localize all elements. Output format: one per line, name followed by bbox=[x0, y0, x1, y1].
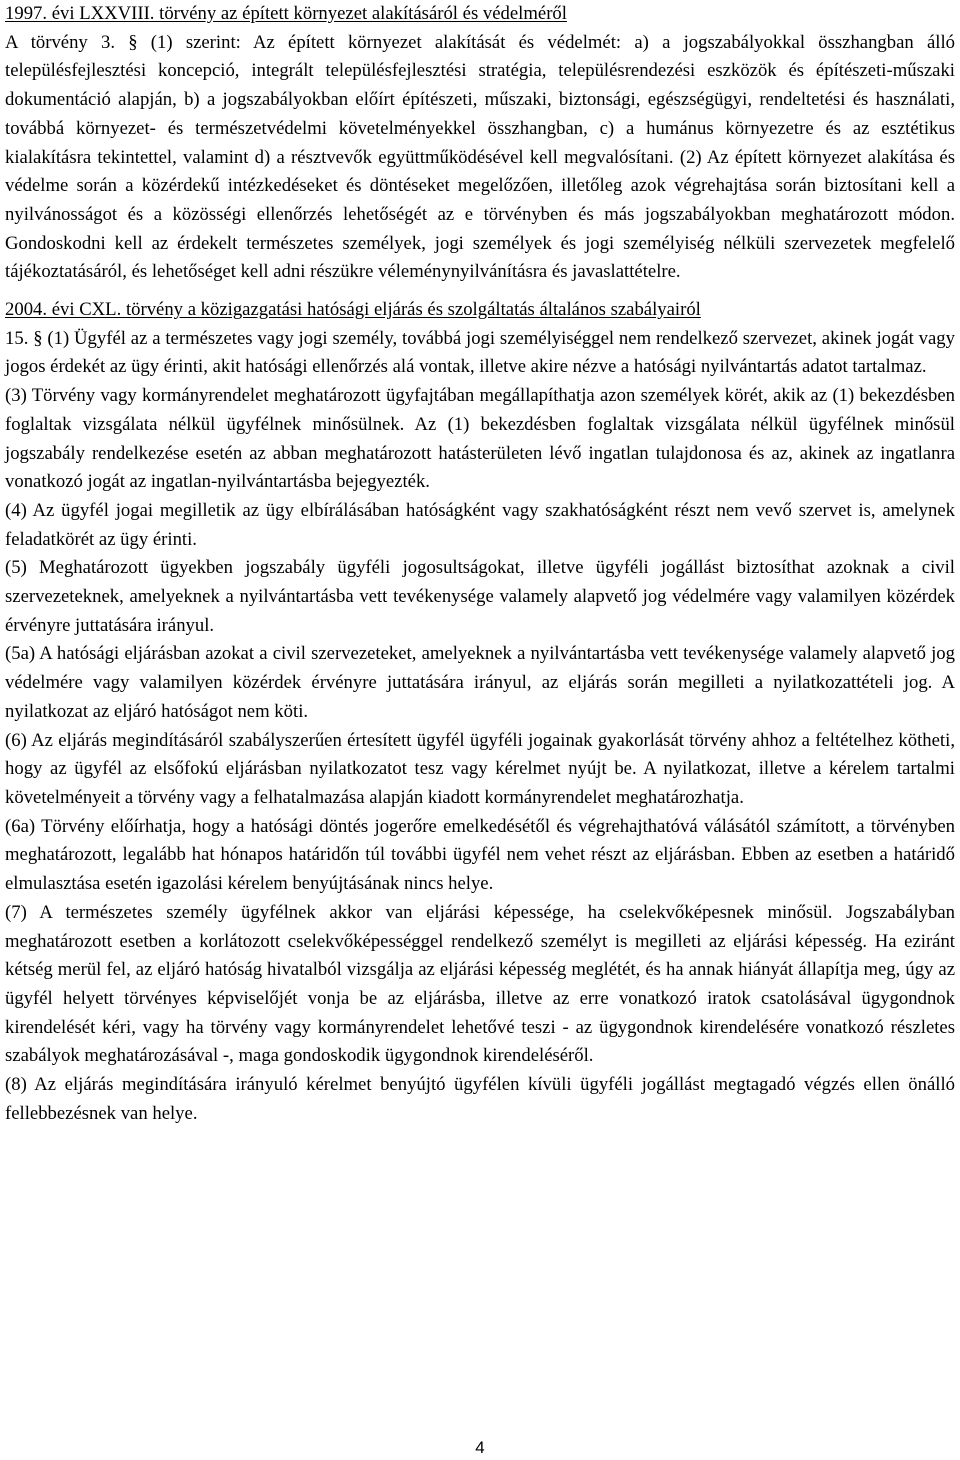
paragraph-15-1: 15. § (1) Ügyfél az a természetes vagy jogi személy, továbbá jogi személyiséggel nem rendelkező szervezet, akinek jogát vagy jogos érdekét az ügy érinti, akit hatósági ellenőrzés alá vontak, illetve akire nézve a hatósági nyilvántartás adatot tartalmaz. bbox=[5, 327, 955, 378]
section-spacer bbox=[5, 287, 955, 296]
law-title-2004[interactable]: 2004. évi CXL. törvény a közigazgatási hatósági eljárás és szolgáltatás általános szabályairól bbox=[5, 299, 701, 321]
paragraph-6: (6) Az eljárás megindításáról szabályszerűen értesített ügyfél ügyféli jogainak gyakorlását törvény ahhoz a feltételhez kötheti, hogy az ügyfél az elsőfokú eljárásban nyilatkozatot tesz vagy kérelmet nyújt be. A nyilatkozat, illetve a kérelem tartalmi követelményeit a törvény vagy a felhatalmazása alapján kiadott kormányrendelet meghatározhatja. bbox=[5, 729, 955, 808]
paragraph-5a: (5a) A hatósági eljárásban azokat a civil szervezeteket, amelyeknek a nyilvántartásba vett tevékenysége valamely alapvető jog védelmére vagy valamilyen közérdek érvényre juttatására irányul, az eljárás során megilleti a nyilatkozattételi jog. A nyilatkozat az eljáró hatóságot nem köti. bbox=[5, 643, 955, 722]
paragraph-8: (8) Az eljárás megindítására irányuló kérelmet benyújtó ügyfélen kívüli ügyféli jogállást megtagadó végzés ellen önálló fellebbezésnek van helye. bbox=[5, 1074, 955, 1124]
law-title-1997[interactable]: 1997. évi LXXVIII. törvény az épített környezet alakításáról és védelméről bbox=[5, 3, 567, 24]
paragraph-7: (7) A természetes személy ügyfélnek akkor van eljárási képessége, ha cselekvőképesnek minősül. Jogszabályban meghatározott esetben a korlátozott cselekvőképességgel rendelkező személyt is megilleti az eljárási képesség. Ha eziránt kétség merül fel, az eljáró hatóság hivatalból vizsgálja az eljárási képesség meglétét, és ha annak hiányát állapítja meg, úgy az ügyfél helyett törvényes képviselőjét vonja be az eljárásba, illetve az erre vonatkozó iratok csatolásával ügygondnok kirendelését kéri, vagy ha törvény vagy kormányrendelet lehetővé teszi - az ügygondnok kirendelésére vonatkozó részletes szabályok meghatározásával -, maga gondoskodik ügygondnok kirendeléséről. bbox=[5, 901, 955, 1067]
page-number: 4 bbox=[475, 1438, 485, 1457]
law-2004-paragraphs bbox=[5, 325, 955, 1129]
paragraph-3: (3) Törvény vagy kormányrendelet meghatározott ügyfajtában megállapíthatja azon személyek körét, akik az (1) bekezdésben foglaltak vizsgálata nélkül ügyfélnek minősülnek. Az (1) bekezdésben foglaltak vizsgálata nélkül ügyfélnek minősül jogszabály rendelkezése esetén az abban meghatározott hatásterületen lévő ingatlan tulajdonosa és az, akinek az ingatlanra vonatkozó jogát az ingatlan-nyilvántartásba bejegyezték. bbox=[5, 385, 955, 493]
law-1997-text: A törvény 3. § (1) szerint: Az épített környezet alakítását és védelmét: a) a jogszabályokkal összhangban álló településfejlesztési koncepció, integrált településfejlesztési stratégia, településrendezési eszközök és építészeti-műszaki dokumentáció alapján, b) a jogszabályokban előírt építészeti, műszaki, biztonsági, egészségügyi, rendeltetési és használati, továbbá környezet- és természetvédelmi követelményekkel összhangban, c) a humánus környezetre és az esztétikus kialakításra tekintettel, valamint d) a résztvevők együttműködésével kell megvalósítani. (2) Az épített környezet alakítása és védelme során a közérdekű intézkedéseket és döntéseket megelőzően, illetőleg azok végrehajtása során biztosítani kell a nyilvánosságot és a közösségi ellenőrzés lehetőségét az e törvényben és más jogszabályokban meghatározott módon. Gondoskodni kell az érdekelt természetes személyek, jogi személyek és jogi személyiség nélküli szervezetek megfelelő tájékoztatásáról, és lehetőséget kell adni részükre véleménynyilvánításra és javaslattételre. bbox=[5, 31, 955, 283]
paragraph-4: (4) Az ügyfél jogai megilletik az ügy elbírálásában hatóságként vagy szakhatóságként részt nem vevő szervet is, amelynek feladatkörét az ügy érinti. bbox=[5, 499, 955, 550]
document-page bbox=[5, 0, 955, 1128]
paragraph-6a: (6a) Törvény előírhatja, hogy a hatósági döntés jogerőre emelkedésétől és végrehajthatóvá válásától számított, a törvényben meghatározott, legalább hat hónapos határidőn túl további ügyfél nem vehet részt az eljárásban. Ebben az esetben a határidő elmulasztása esetén igazolási kérelem benyújtásának nincs helye. bbox=[5, 815, 955, 895]
paragraph-5: (5) Meghatározott ügyekben jogszabály ügyféli jogosultságokat, illetve ügyféli jogállást biztosíthat azoknak a civil szervezeteknek, amelyeknek a nyilvántartásba vett tevékenysége valamely alapvető jog védelmére vagy valamilyen közérdek érvényre juttatására irányul. bbox=[5, 557, 955, 636]
